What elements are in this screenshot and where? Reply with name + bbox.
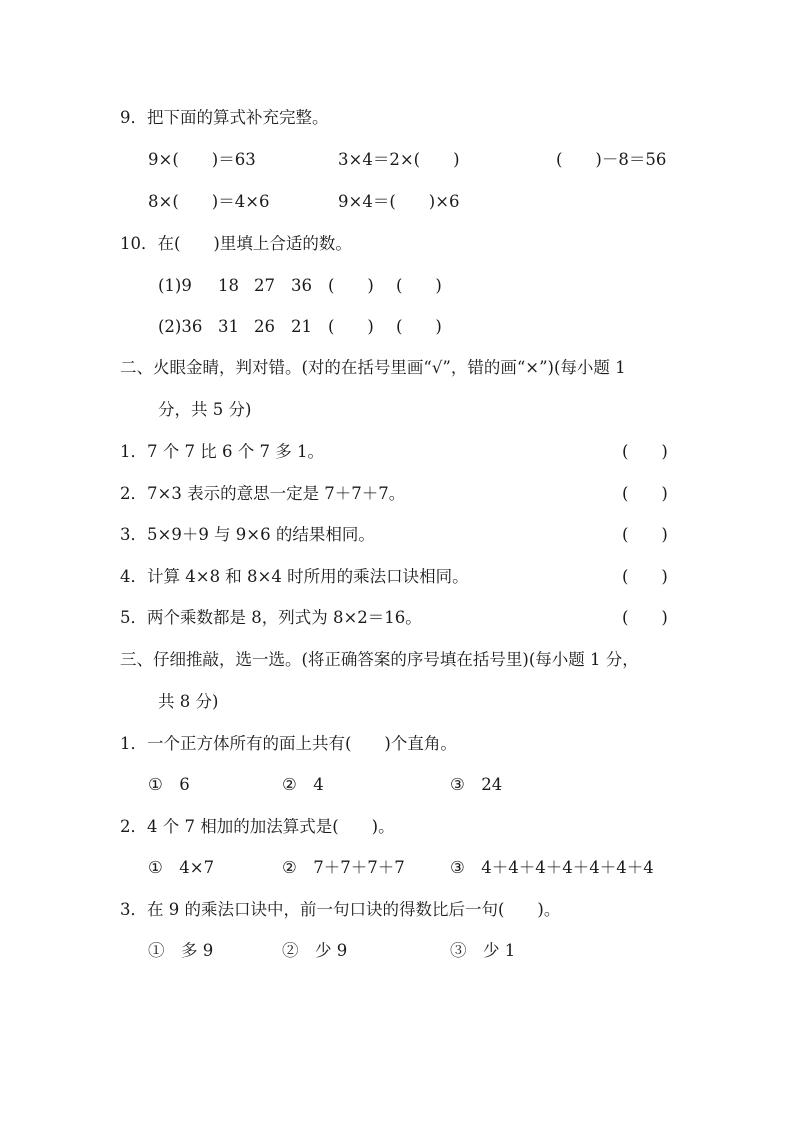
judge-answer-blank-4[interactable]: ( ) xyxy=(622,567,668,586)
answer-blank[interactable]: ( ) xyxy=(328,317,374,336)
choice-option-3a[interactable]: ① 多 9 xyxy=(148,941,214,960)
section3-heading-continued: 共 8 分) xyxy=(158,692,219,711)
q9-equation-2: 3×4＝2×( ) xyxy=(338,150,460,169)
q9-equation-5: 9×4＝( )×6 xyxy=(338,192,460,211)
section3-heading: 三、仔细推敲，选一选。(将正确答案的序号填在括号里)(每小题 1 分， xyxy=(120,650,639,669)
choice-option-2a[interactable]: ① 4×7 xyxy=(148,858,215,877)
q10-title: 10．在( )里填上合适的数。 xyxy=(120,234,352,253)
sequence-term: 26 xyxy=(254,317,275,336)
q9-equation-3: ( )－8＝56 xyxy=(556,150,667,169)
answer-blank[interactable]: ( ) xyxy=(396,276,442,295)
judge-answer-blank-5[interactable]: ( ) xyxy=(622,608,668,627)
choice-question-1: 1．一个正方体所有的面上共有( )个直角。 xyxy=(120,734,457,753)
section2-heading: 二、火眼金睛，判对错。(对的在括号里画“√”，错的画“×”)(每小题 1 xyxy=(120,358,626,377)
judge-item-3: 3．5×9＋9 与 9×6 的结果相同。 xyxy=(120,525,375,544)
judge-item-2: 2．7×3 表示的意思一定是 7＋7＋7。 xyxy=(120,484,406,503)
choice-option-1b[interactable]: ② 4 xyxy=(282,775,324,794)
choice-question-3: 3．在 9 的乘法口诀中，前一句口诀的得数比后一句( )。 xyxy=(120,900,561,919)
sequence-term: 27 xyxy=(254,276,275,295)
judge-item-4: 4．计算 4×8 和 8×4 时所用的乘法口诀相同。 xyxy=(120,567,469,586)
sequence-term: 36 xyxy=(291,276,312,295)
judge-answer-blank-1[interactable]: ( ) xyxy=(622,442,668,461)
choice-option-2c[interactable]: ③ 4＋4＋4＋4＋4＋4＋4 xyxy=(450,858,654,877)
choice-option-1c[interactable]: ③ 24 xyxy=(450,775,503,794)
section2-heading-continued: 分，共 5 分) xyxy=(158,400,252,419)
q9-equation-4: 8×( )＝4×6 xyxy=(148,192,270,211)
judge-item-1: 1．7 个 7 比 6 个 7 多 1。 xyxy=(120,442,324,461)
sequence-term: 18 xyxy=(218,276,239,295)
choice-question-2: 2．4 个 7 相加的加法算式是( )。 xyxy=(120,817,395,836)
choice-option-2b[interactable]: ② 7＋7＋7＋7 xyxy=(282,858,405,877)
sequence-term: 31 xyxy=(218,317,239,336)
judge-item-5: 5．两个乘数都是 8，列式为 8×2＝16。 xyxy=(120,608,422,627)
q9-title: 9．把下面的算式补充完整。 xyxy=(120,108,329,127)
answer-blank[interactable]: ( ) xyxy=(328,276,374,295)
sequence-term: (2)36 xyxy=(158,317,203,336)
q9-equation-1: 9×( )＝63 xyxy=(148,150,256,169)
choice-option-1a[interactable]: ① 6 xyxy=(148,775,190,794)
answer-blank[interactable]: ( ) xyxy=(396,317,442,336)
sequence-term: 21 xyxy=(291,317,312,336)
sequence-term: (1)9 xyxy=(158,276,192,295)
judge-answer-blank-2[interactable]: ( ) xyxy=(622,484,668,503)
choice-option-3c[interactable]: ③ 少 1 xyxy=(450,941,516,960)
judge-answer-blank-3[interactable]: ( ) xyxy=(622,525,668,544)
choice-option-3b[interactable]: ② 少 9 xyxy=(282,941,348,960)
